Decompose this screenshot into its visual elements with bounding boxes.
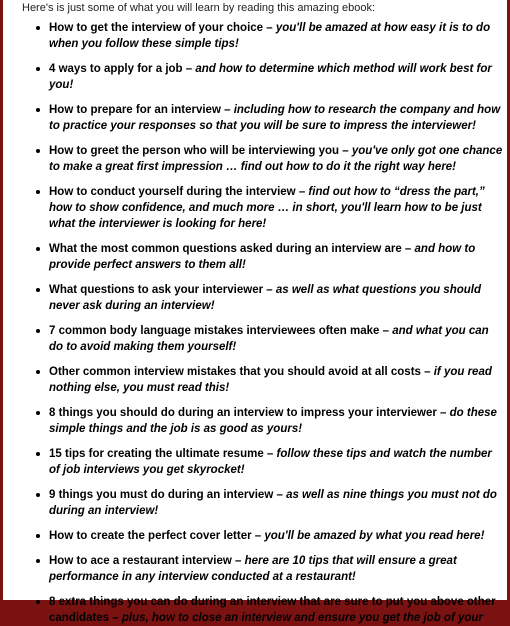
ebook-page [3,0,507,624]
bullet-icon [36,493,40,497]
item-lead: What questions to ask your interviewer – [49,284,276,296]
list-item [3,143,507,175]
item-detail: you'll be amazed at how easy it is to do when you follow these simple tips! [49,22,491,50]
item-detail: and how to determine which method will work best for you! [49,63,492,91]
list-item [3,20,507,52]
item-detail: do these simple things and the job is as good as yours! [49,407,497,435]
bullet-icon [36,559,40,563]
list-item [3,241,507,273]
item-detail: you'll be amazed by what you read here! [264,530,485,542]
bullet-icon [36,534,40,538]
item-lead: 4 ways to apply for a job – [49,63,196,75]
bullet-icon [36,190,40,194]
list-item [3,61,507,93]
list-item [3,364,507,396]
item-lead: What the most common questions asked during an interview are – [49,243,415,255]
bullet-icon [36,329,40,333]
item-detail: you've only got one chance to make a great first impression … find out how to do it the right way here! [49,145,503,173]
intro-text: Here's is just some of what you will learn by reading this amazing ebook: [22,2,376,14]
item-lead: 8 extra things you can do during an interview that are sure to put you above other candidates – [49,596,496,624]
bullet-icon [36,411,40,415]
item-detail: follow these tips and watch the number of job interviews you get skyrocket! [49,448,492,476]
bullet-icon [36,26,40,30]
item-lead: 15 tips for creating the ultimate resume – [49,448,277,460]
item-lead: Other common interview mistakes that you should avoid at all costs – [49,366,434,378]
list-item [3,553,507,585]
item-lead: How to get the interview of your choice – [49,22,276,34]
list-item [3,446,507,478]
list-item [3,102,507,134]
list-item [3,594,507,626]
list-item [3,405,507,437]
bullet-icon [36,108,40,112]
list-item [3,184,507,232]
item-detail: and how to provide perfect answers to them all! [49,243,476,271]
bullet-icon [36,247,40,251]
item-detail: find out how to “dress the part,” how to show confidence, and much more … in short, you'll learn how to be just what the interviewer is looking for here! [49,186,485,230]
item-lead: 7 common body language mistakes interviewees often make – [49,325,393,337]
list-item [3,487,507,519]
item-lead: How to create the perfect cover letter – [49,530,265,542]
bullet-icon [36,600,40,604]
bullet-icon [36,370,40,374]
item-detail: plus, how to close an interview and ensure you get the job of your [121,612,483,624]
bullet-icon [36,288,40,292]
item-lead: 8 things you should do during an interview to impress your interviewer – [49,407,450,419]
item-lead: How to conduct yourself during the interview – [49,186,309,198]
benefits-list [3,20,507,626]
item-lead: How to ace a restaurant interview – [49,555,245,567]
item-detail: if you read nothing else, you must read this! [49,366,492,394]
list-item [3,282,507,314]
item-detail: including how to research the company and how to practice your responses so that you will be sure to impress the interviewer! [49,104,501,132]
item-lead: How to prepare for an interview – [49,104,234,116]
item-detail: and what you can do to avoid making them yourself! [49,325,489,353]
item-lead: How to greet the person who will be interviewing you – [49,145,352,157]
list-item [3,323,507,355]
bullet-icon [36,149,40,153]
item-detail: as well as what questions you should never ask during an interview! [49,284,481,312]
item-detail: as well as nine things you must not do during an interview! [49,489,497,517]
item-detail: here are 10 tips that will ensure a great performance in any interview conducted at a restaurant! [49,555,457,583]
item-lead: 9 things you must do during an interview – [49,489,287,501]
list-item [3,528,507,544]
bullet-icon [36,67,40,71]
bullet-icon [36,452,40,456]
